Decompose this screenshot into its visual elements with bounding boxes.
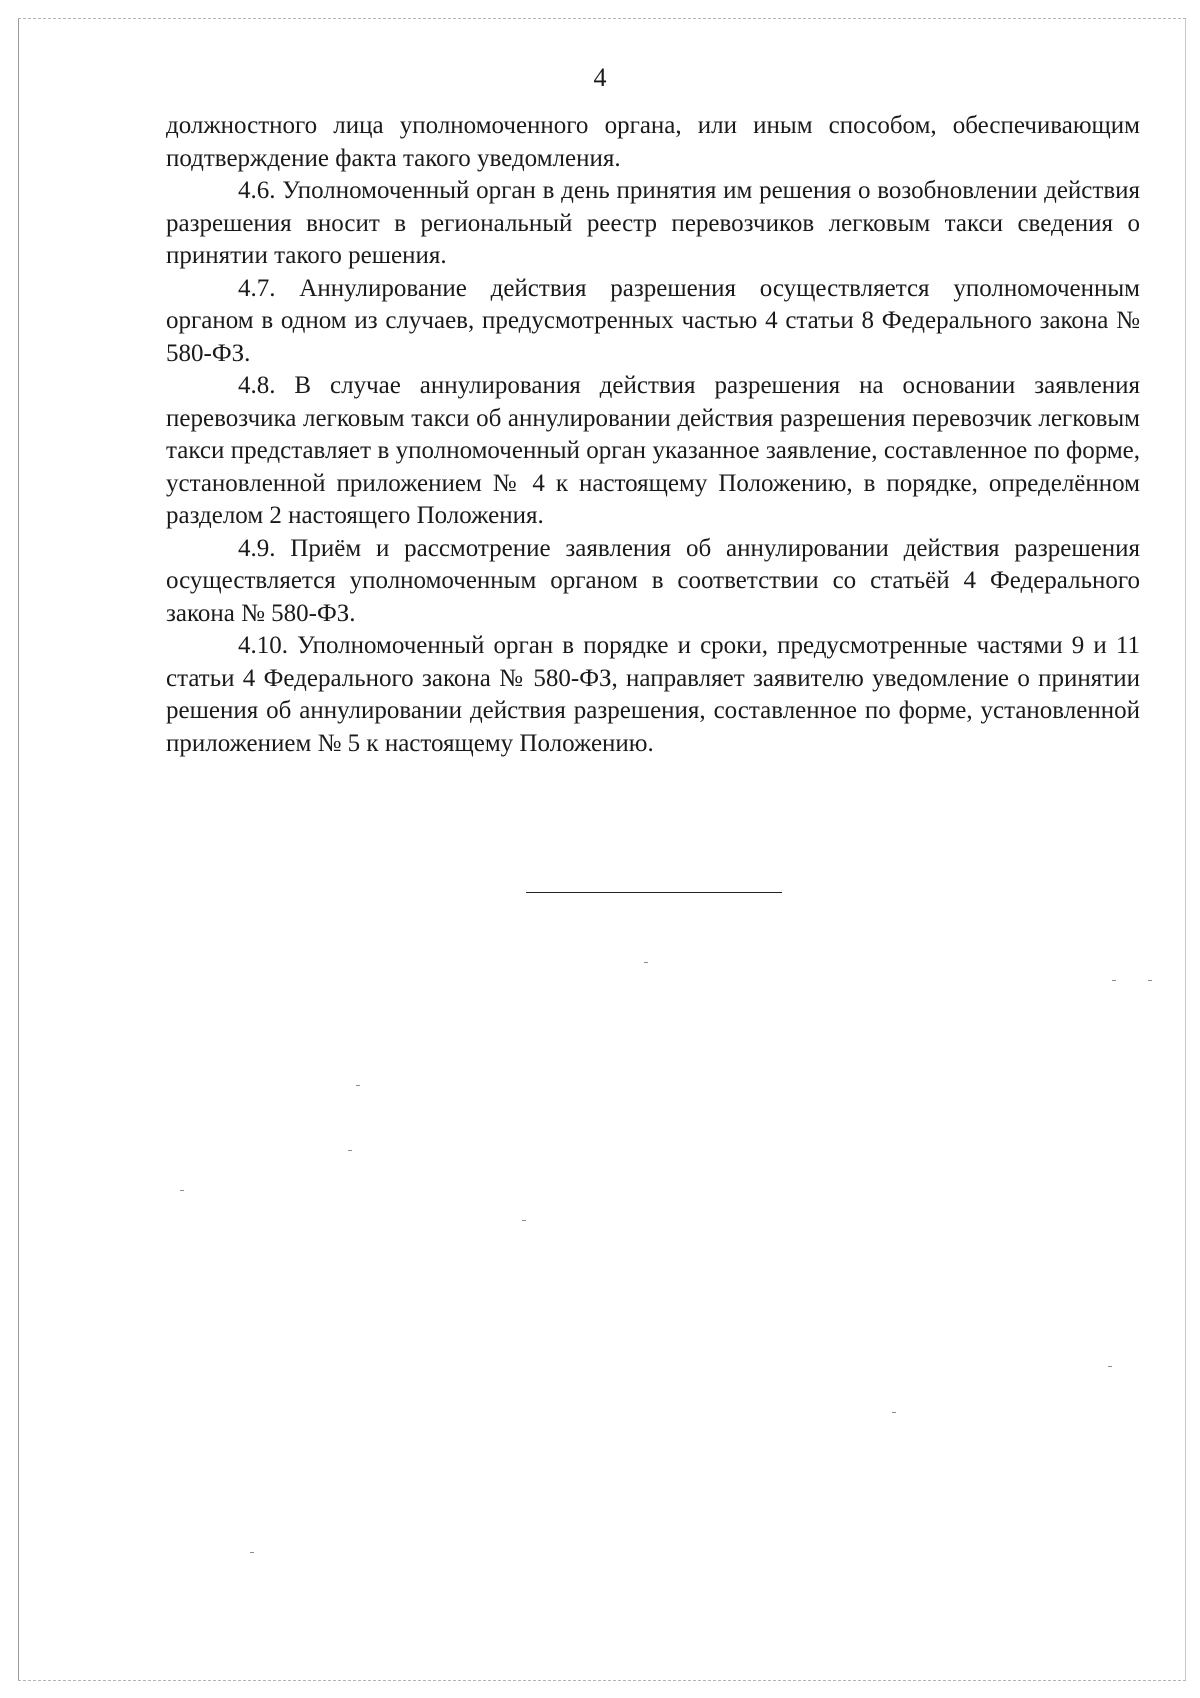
scan-speck bbox=[522, 1220, 526, 1221]
scan-speck bbox=[644, 962, 648, 963]
paragraph-4-8: 4.8. В случае аннулирования действия разрешения на основании заявления перевозчика легковым такси об аннулировании действия разрешения перевозчик легковым такси представляет в уполномоченный орган указанное заявление, составленное по форме, установленной приложением № 4 к настоящему Положению, в порядке, определённом разделом 2 настоящего Положения. bbox=[166, 372, 1140, 529]
page-number: 4 bbox=[593, 63, 607, 92]
scan-speck bbox=[1108, 1366, 1112, 1367]
page-border-bottom bbox=[18, 1680, 1186, 1681]
paragraph-4-10: 4.10. Уполномоченный орган в порядке и сроки, предусмотренные частями 9 и 11 статьи 4 Федерального закона № 580-ФЗ, направляет заявителю уведомление о принятии решения об аннулировании действия разрешения, составленное по форме, установленной приложением № 5 к настоящему Положению. bbox=[166, 632, 1140, 757]
scan-speck bbox=[250, 1552, 254, 1553]
paragraph-continuation: должностного лица уполномоченного органа, или иным способом, обеспечивающим подтверждение факта такого уведомления. bbox=[166, 112, 1140, 172]
scan-speck bbox=[356, 1085, 360, 1086]
page-border-left bbox=[18, 18, 19, 1680]
paragraph-4-9: 4.9. Приём и рассмотрение заявления об аннулировании действия разрешения осуществляется уполномоченным органом в соответствии со статьёй 4 Федерального закона № 580-ФЗ. bbox=[166, 534, 1140, 627]
scan-speck bbox=[1112, 980, 1116, 981]
scan-speck bbox=[348, 1150, 352, 1151]
paragraph-4-7: 4.7. Аннулирование действия разрешения осуществляется уполномоченным органом в одном из случаев, предусмотренных частью 4 статьи 8 Федерального закона № 580-ФЗ. bbox=[166, 274, 1140, 367]
end-of-text-rule bbox=[526, 892, 782, 893]
scan-speck bbox=[892, 1412, 896, 1413]
paragraph-4-6: 4.6. Уполномоченный орган в день принятия им решения о возобновлении действия разрешения вносит в региональный реестр перевозчиков легковым такси сведения о принятии такого решения. bbox=[166, 177, 1140, 269]
document-body bbox=[166, 110, 1140, 760]
scan-speck bbox=[180, 1190, 184, 1191]
page-border-right bbox=[1185, 18, 1186, 1680]
scan-speck bbox=[1148, 980, 1152, 981]
page-border-top bbox=[18, 18, 1186, 19]
